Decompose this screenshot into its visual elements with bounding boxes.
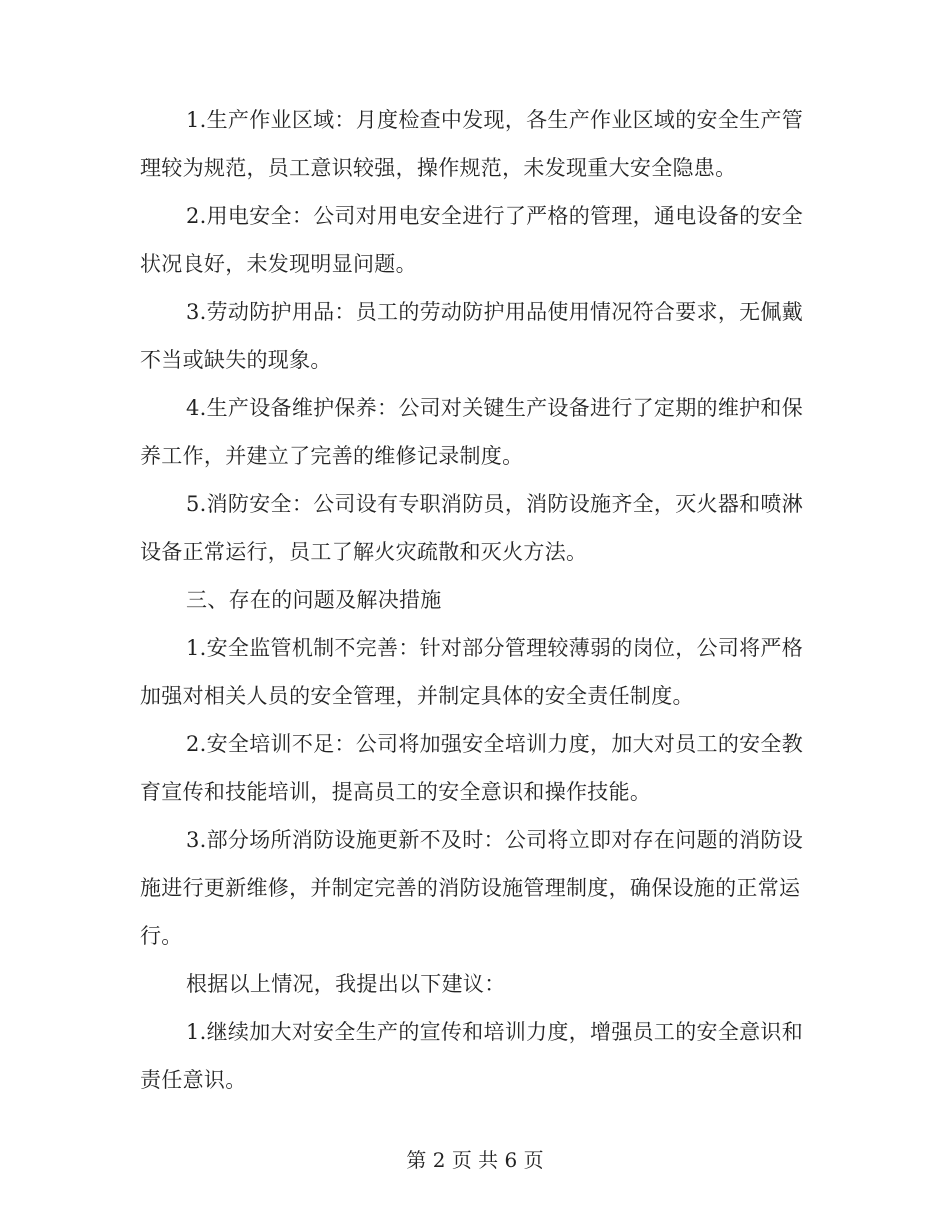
paragraph-equipment-maintenance: 4.生产设备维护保养：公司对关键生产设备进行了定期的维护和保养工作，并建立了完善的维修记录制度。 [140,396,804,468]
paragraph-production-area: 1.生产作业区域：月度检查中发现，各生产作业区域的安全生产管理较为规范，员工意识较强，操作规范，未发现重大安全隐患。 [140,108,804,180]
page-number-footer: 第 2 页 共 6 页 [406,1148,544,1172]
paragraph-training-shortage: 2.安全培训不足：公司将加强安全培训力度，加大对员工的安全教育宣传和技能培训，提高员工的安全意识和操作技能。 [140,732,804,804]
paragraph-protective-equipment: 3.劳动防护用品：员工的劳动防护用品使用情况符合要求，无佩戴不当或缺失的现象。 [140,300,804,372]
section-heading-problems: 三、存在的问题及解决措施 [186,588,442,612]
paragraph-fire-facilities: 3.部分场所消防设施更新不及时：公司将立即对存在问题的消防设施进行更新维修，并制定完善的消防设施管理制度，确保设施的正常运行。 [140,828,804,948]
paragraph-fire-safety: 5.消防安全：公司设有专职消防员，消防设施齐全，灭火器和喷淋设备正常运行，员工了解火灾疏散和灭火方法。 [140,492,804,564]
paragraph-suggestions-intro: 根据以上情况，我提出以下建议： [186,972,506,996]
paragraph-supervision-mechanism: 1.安全监管机制不完善：针对部分管理较薄弱的岗位，公司将严格加强对相关人员的安全管理，并制定具体的安全责任制度。 [140,636,804,708]
paragraph-electrical-safety: 2.用电安全：公司对用电安全进行了严格的管理，通电设备的安全状况良好，未发现明显问题。 [140,204,804,276]
paragraph-suggestion-1: 1.继续加大对安全生产的宣传和培训力度，增强员工的安全意识和责任意识。 [140,1020,804,1092]
